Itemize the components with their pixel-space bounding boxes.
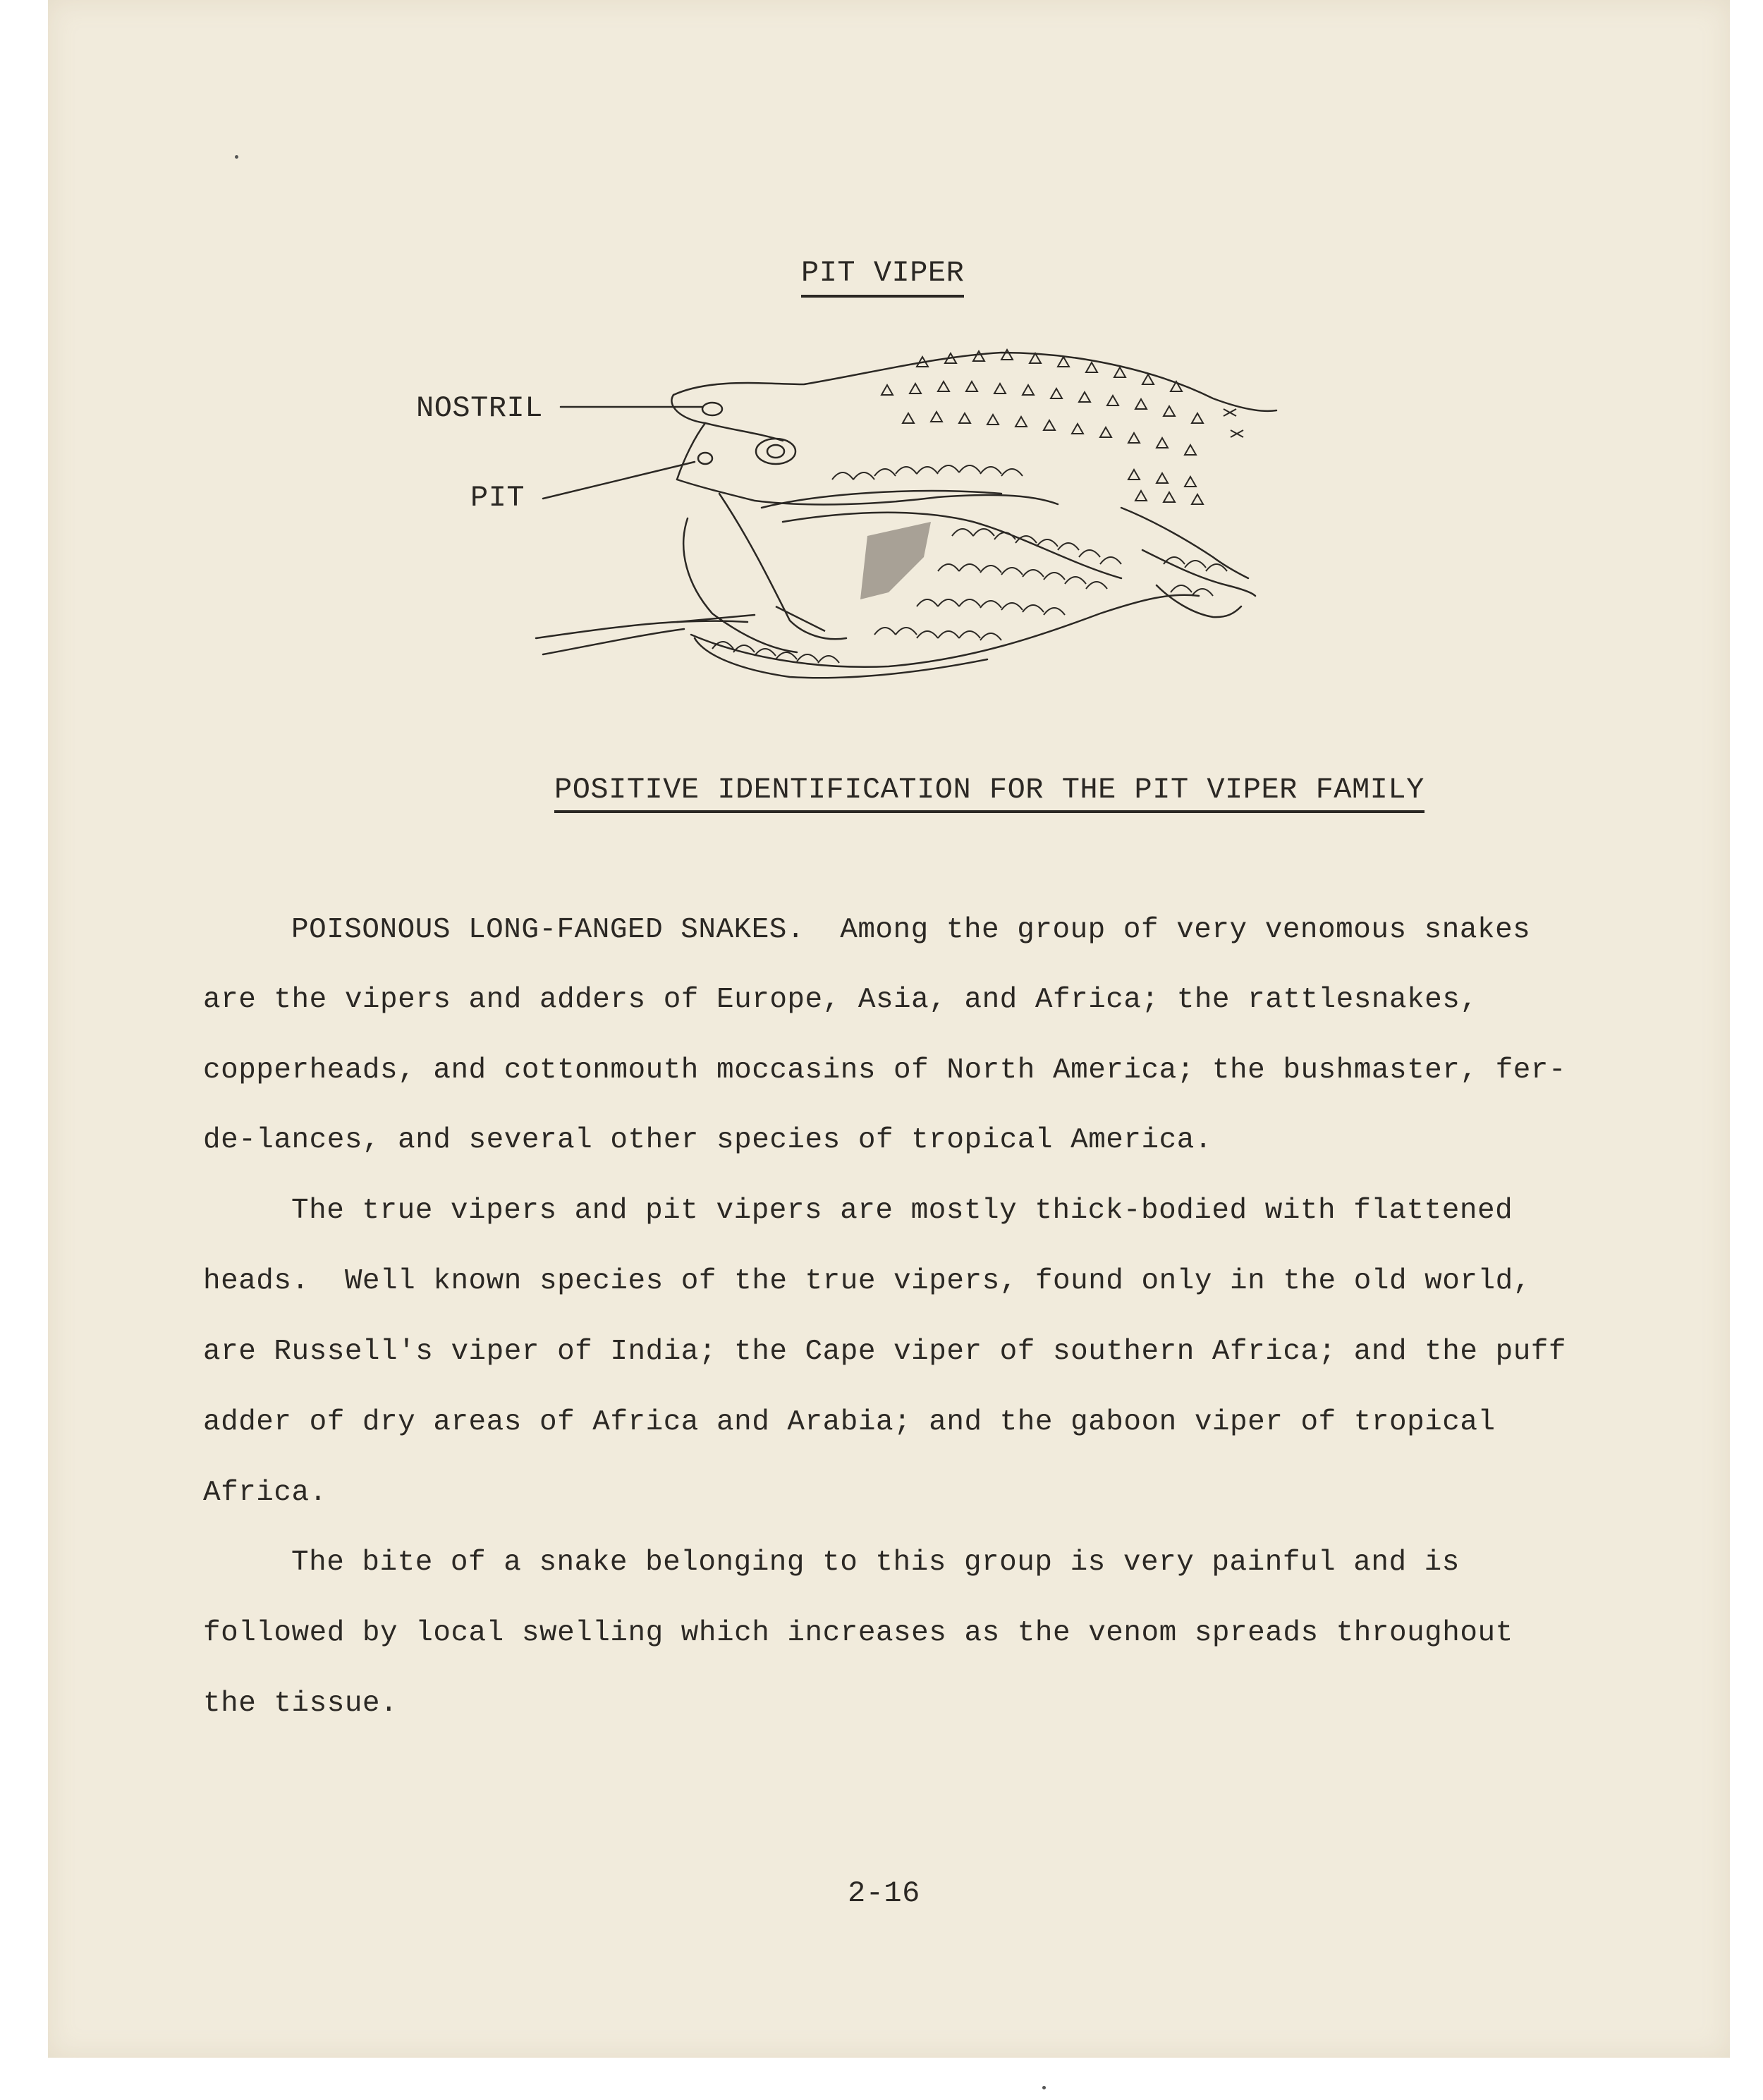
lower-jaw — [683, 518, 797, 652]
body-line: followed by local swelling which increases as the venom spreads throughout — [203, 1617, 1513, 1649]
jaw-shading — [860, 522, 931, 599]
pit-leader-line — [543, 462, 695, 499]
label-pit: PIT — [470, 481, 525, 515]
body-line: POISONOUS LONG-FANGED SNAKES. Among the group of very venomous snakes — [291, 914, 1531, 946]
section-heading: POSITIVE IDENTIFICATION FOR THE PIT VIPER FAMILY — [554, 775, 1425, 813]
page-title: PIT VIPER — [801, 258, 964, 298]
paper-speck — [1042, 2086, 1046, 2089]
body-line: copperheads, and cottonmouth moccasins of North America; the bushmaster, fer- — [203, 1054, 1567, 1087]
body-line: are the vipers and adders of Europe, Asia, and Africa; the rattlesnakes, — [203, 984, 1478, 1016]
body-line: heads. Well known species of the true vipers, found only in the old world, — [203, 1265, 1531, 1298]
body-line: adder of dry areas of Africa and Arabia; and the gaboon viper of tropical — [203, 1406, 1496, 1439]
body-line: The bite of a snake belonging to this group is very painful and is — [291, 1546, 1460, 1579]
pit-organ — [698, 453, 712, 464]
fang — [776, 606, 825, 631]
jaw-line — [677, 480, 1058, 504]
body-line: are Russell's viper of India; the Cape viper of southern Africa; and the puff — [203, 1336, 1567, 1368]
eye — [756, 439, 795, 464]
label-nostril: NOSTRIL — [416, 391, 543, 425]
page-number: 2-16 — [848, 1876, 920, 1910]
body-line: The true vipers and pit vipers are mostly thick-bodied with flattened — [291, 1195, 1513, 1227]
nostril — [702, 403, 722, 415]
body-line: the tissue. — [203, 1687, 398, 1720]
paper-speck — [235, 155, 238, 159]
body-line: Africa. — [203, 1477, 327, 1509]
body-line: de-lances, and several other species of tropical America. — [203, 1124, 1212, 1156]
